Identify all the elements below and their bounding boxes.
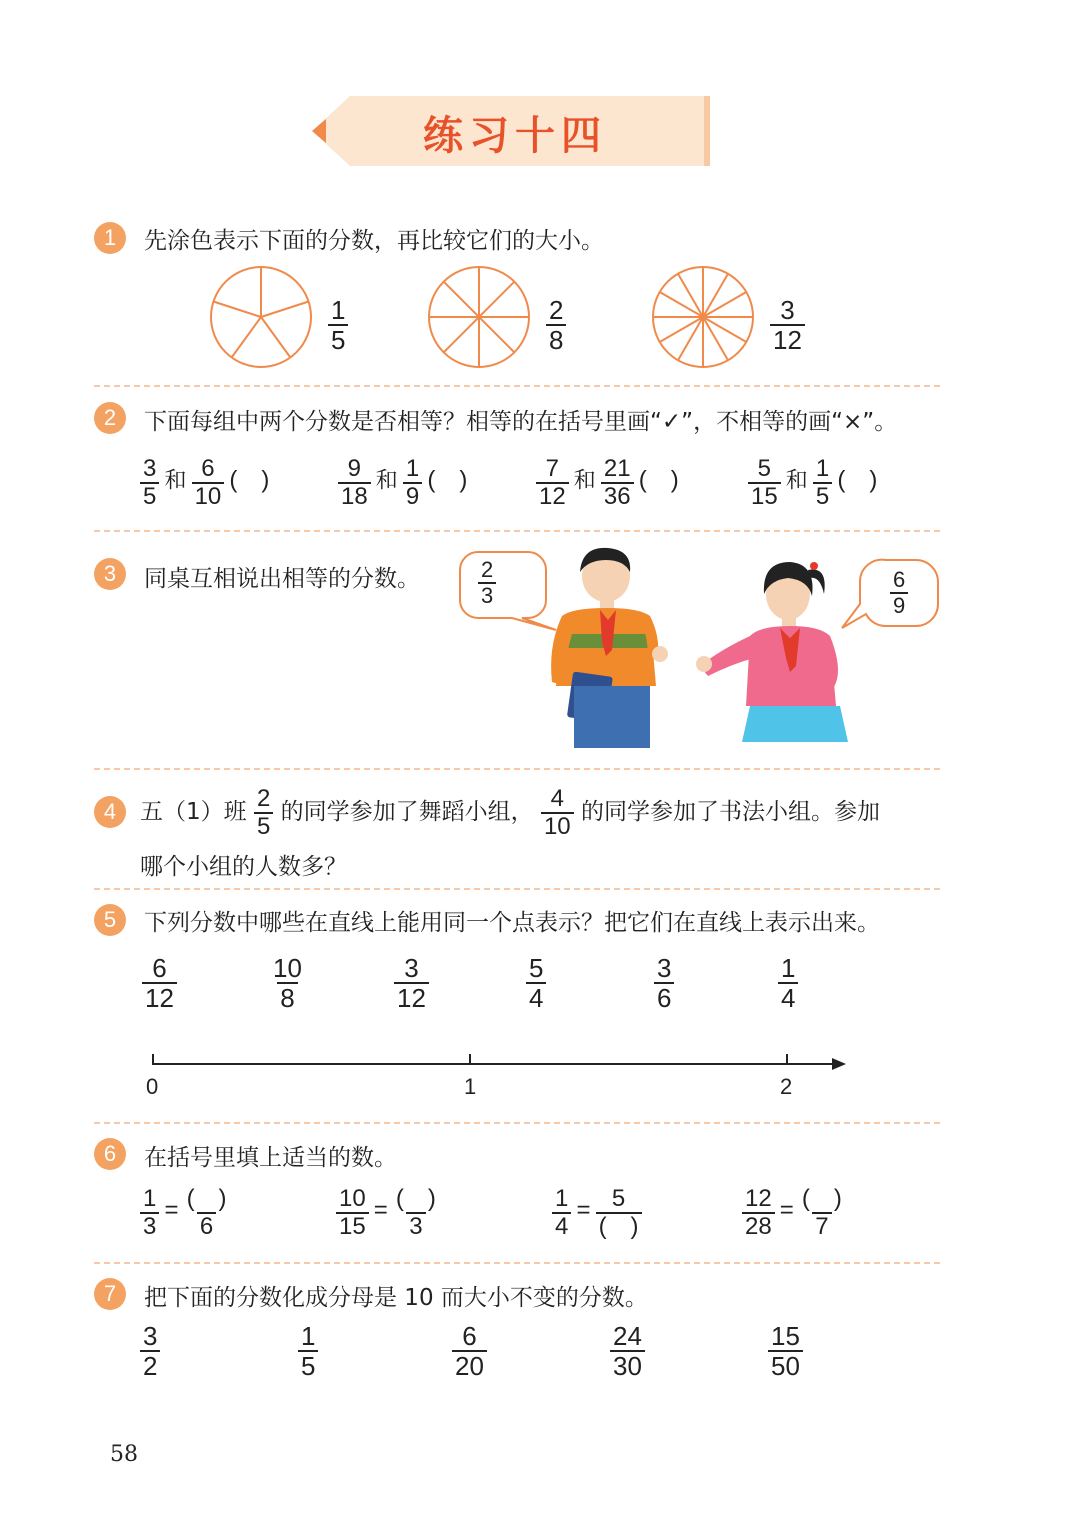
- q6-item-1: $\frac{1}{3}$ = $\frac{( )}{6}$: [140, 1186, 230, 1240]
- boy-illustration: [544, 546, 684, 750]
- question-1-text: 先涂色表示下面的分数，再比较它们的大小。: [144, 228, 604, 254]
- q5-fraction-5: $\frac{3}{6}$: [654, 954, 674, 1012]
- question-number-5: 5: [94, 904, 126, 936]
- axis-label-2: 2: [780, 1074, 793, 1099]
- circle-eighths[interactable]: [424, 262, 534, 372]
- divider: [94, 530, 940, 532]
- answer-blank[interactable]: ( ): [186, 1185, 227, 1212]
- q2-pair-1: $\frac{3}{5}$ 和 $\frac{6}{10}$ ( ): [140, 456, 269, 510]
- answer-blank[interactable]: ( ): [229, 466, 270, 494]
- axis-label-1: 1: [464, 1074, 477, 1099]
- question-3-text: 同桌互相说出相等的分数。: [144, 566, 420, 592]
- question-number-6: 6: [94, 1138, 126, 1170]
- question-number-1: 1: [94, 222, 126, 254]
- boy-bubble-fraction: $\frac{2}{3}$: [478, 558, 496, 608]
- girl-illustration: [690, 556, 860, 748]
- question-number-4: 4: [94, 796, 126, 828]
- divider: [94, 385, 940, 387]
- answer-blank[interactable]: ( ): [427, 466, 468, 494]
- question-6-text: 在括号里填上适当的数。: [144, 1145, 397, 1171]
- question-7-text: 把下面的分数化成分母是 10 而大小不变的分数。: [144, 1285, 648, 1311]
- q5-fraction-1: $\frac{6}{12}$: [142, 954, 177, 1012]
- answer-blank[interactable]: ( ): [638, 466, 679, 494]
- q5-fraction-2: $\frac{10}{8}$: [273, 953, 302, 1013]
- circle-fifths[interactable]: [206, 262, 316, 372]
- q7-fraction-1: $\frac{3}{2}$: [140, 1322, 160, 1380]
- answer-blank[interactable]: ( ): [596, 1212, 642, 1240]
- page-number: 58: [110, 1442, 138, 1467]
- question-5-text: 下列分数中哪些在直线上能用同一个点表示？把它们在直线上表示出来。: [144, 910, 880, 936]
- q5-fraction-3: $\frac{3}{12}$: [394, 954, 429, 1012]
- divider: [94, 768, 940, 770]
- divider: [94, 1122, 940, 1124]
- q1-fraction-1: $\frac{1}{5}$: [328, 296, 348, 354]
- q1-fraction-2: $\frac{2}{8}$: [546, 296, 566, 354]
- q2-pair-2: $\frac{9}{18}$ 和 $\frac{1}{9}$ ( ): [338, 456, 467, 510]
- answer-blank[interactable]: ( ): [395, 1185, 436, 1212]
- page-title: 练习十四: [423, 112, 607, 159]
- q5-fraction-6: $\frac{1}{4}$: [778, 954, 798, 1012]
- answer-blank[interactable]: ( ): [837, 466, 878, 494]
- question-number-2: 2: [94, 402, 126, 434]
- answer-blank[interactable]: ( ): [801, 1185, 842, 1212]
- q7-fraction-4: $\frac{24}{30}$: [610, 1322, 645, 1380]
- question-4-line-1: 五（1）班 $\frac{2}{5}$ 的同学参加了舞蹈小组， $\frac{4}{10}$ 的同学参加了书法小组。参加: [140, 784, 880, 840]
- q5-fraction-4: $\frac{5}{4}$: [526, 954, 546, 1012]
- q6-item-3: $\frac{1}{4}$ = $\frac{5}{( )}$: [552, 1186, 642, 1240]
- divider: [94, 1262, 940, 1264]
- divider: [94, 888, 940, 890]
- q2-pair-4: $\frac{5}{15}$ 和 $\frac{1}{5}$ ( ): [748, 456, 877, 510]
- axis-label-0: 0: [146, 1074, 159, 1099]
- circle-twelfths[interactable]: [648, 262, 758, 372]
- question-4-line-2: 哪个小组的人数多？: [140, 854, 347, 880]
- q1-fraction-3: $\frac{3}{12}$: [770, 296, 805, 354]
- question-number-3: 3: [94, 558, 126, 590]
- girl-bubble-fraction: $\frac{6}{9}$: [890, 568, 908, 618]
- q7-fraction-2: $\frac{1}{5}$: [298, 1322, 318, 1380]
- q7-fraction-5: $\frac{15}{50}$: [768, 1322, 803, 1380]
- q6-item-2: $\frac{10}{15}$ = $\frac{( )}{3}$: [336, 1186, 439, 1240]
- question-2-text: 下面每组中两个分数是否相等？相等的在括号里画“✓”，不相等的画“×”。: [144, 409, 898, 435]
- q2-pair-3: $\frac{7}{12}$ 和 $\frac{21}{36}$ ( ): [536, 456, 679, 510]
- q6-item-4: $\frac{12}{28}$ = $\frac{( )}{7}$: [742, 1186, 845, 1240]
- number-line[interactable]: [140, 1052, 852, 1076]
- q7-fraction-3: $\frac{6}{20}$: [452, 1322, 487, 1380]
- question-number-7: 7: [94, 1278, 126, 1310]
